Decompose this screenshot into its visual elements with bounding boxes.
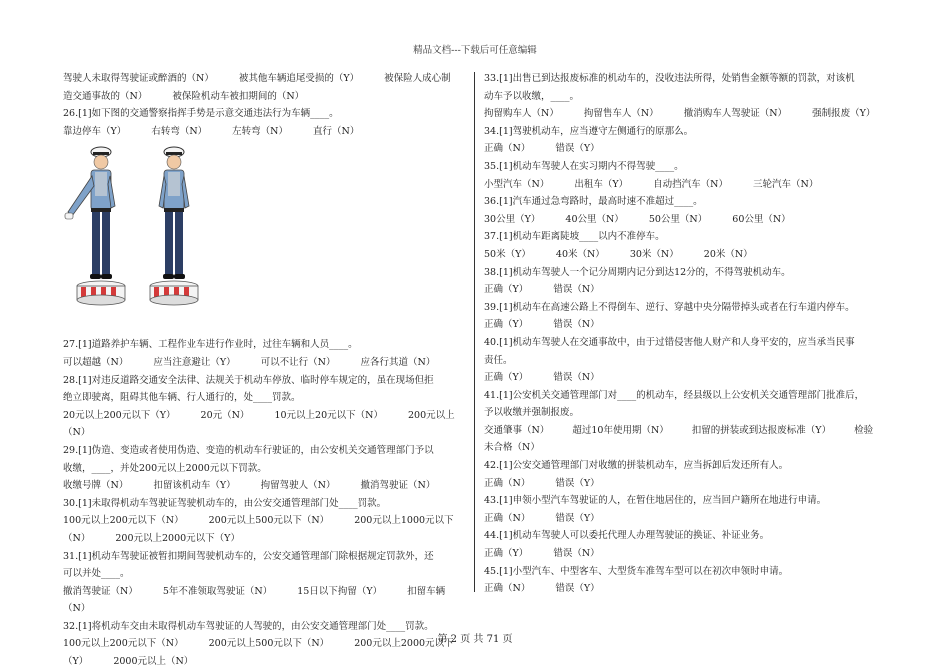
question-44: 44.[1]机动车驾驶人可以委托代理人办理驾驶证的换证、补证业务。 [484,530,770,542]
question-38-options: 正确（Y） 错误（N） [484,284,600,296]
question-29-line-1: 29.[1]伪造、变造或者使用伪造、变造的机动车行驶证的，由公安机关交通管理部门予以 [63,444,434,456]
traffic-police-figure [63,140,471,336]
right-column [484,70,888,598]
question-41-options: 交通肇事（N） 超过10年使用期（N） 扣留的拼装或到达报废标准（Y） 检验 [484,424,874,436]
question-28-options: 20元以上200元以下（Y） 20元（N） 10元以上20元以下（N） 200元以上 [63,409,455,421]
question-36: 36.[1]汽车通过急弯路时，最高时速不准超过____。 [484,196,703,208]
question-30: 30.[1]未取得机动车驾驶证驾驶机动车的，由公安交通管理部门处____罚款。 [63,497,387,509]
question-31-line-2: 可以并处____。 [63,568,130,580]
question-29-line-2: 收缴，____，并处200元以上2000元以下罚款。 [63,462,267,474]
question-40-line-2: 责任。 [484,354,513,366]
question-39: 39.[1]机动车在高速公路上不得倒车、逆行、穿越中央分隔带掉头或者在行车道内停车。 [484,301,855,313]
question-34: 34.[1]驾驶机动车，应当遵守左侧通行的原那么。 [484,125,694,137]
question-33-line-2: 动车予以收缴，____。 [484,90,580,102]
question-40-options: 正确（Y） 错误（N） [484,372,600,384]
question-42: 42.[1]公安交通管理部门对收缴的拼装机动车，应当拆卸后发还所有人。 [484,460,789,472]
question-31-options: 撤消驾驶证（N） 5年不准领取驾驶证（N） 15日以下拘留（Y） 扣留车辆 [63,585,446,597]
question-29-options: 收缴号牌（N） 扣留该机动车（Y） 拘留驾驶人（N） 撤消驾驶证（N） [63,480,436,492]
question-26: 26.[1]如下图的交通警察指挥手势是示意交通违法行为车辆____。 [63,108,339,120]
question-28-options-tail: （N） [63,427,91,439]
question-41-line-2: 予以收缴并强制报废。 [484,407,580,419]
question-32-options: 100元以上200元以下（N） 200元以上500元以下（N） 200元以上2000元以下 [63,638,454,650]
question-41-options-tail: 未合格（N） [484,442,540,454]
question-28-line-2: 绝立即驶离，阻碍其他车辆、行人通行的，处____罚款。 [63,392,301,404]
left-column [63,70,471,671]
question-35-options: 小型汽车（N） 出租车（Y） 自动挡汽车（N） 三轮汽车（N） [484,178,819,190]
question-40-line-1: 40.[1]机动车驾驶人在交通事故中，由于过错侵害他人财产和人身平安的，应当承当民事 [484,336,855,348]
question-28-line-1: 28.[1]对违反道路交通安全法律、法规关于机动车停放、临时停车规定的，虽在现场但拒 [63,374,434,386]
question-41-line-1: 41.[1]公安机关交通管理部门对____的机动车，经县级以上公安机关交通管理部门批准后， [484,389,865,401]
question-27: 27.[1]道路养护车辆、工程作业车进行作业时，过往车辆和人员____。 [63,339,358,351]
question-43-options: 正确（N） 错误（Y） [484,512,600,524]
question-39-options: 正确（Y） 错误（N） [484,319,600,331]
question-33-options: 拘留购车人（N） 拘留售车人（N） 撤消购车人驾驶证（N） 强制报废（Y） [484,108,876,120]
question-33-line-1: 33.[1]出售已到达报废标准的机动车的，没收违法所得，处销售金额等额的罚款，对该机 [484,73,855,84]
question-31-line-1: 31.[1]机动车驾驶证被暂扣期间驾驶机动车的，公安交通管理部门除根据规定罚款外，还 [63,550,434,562]
question-30-options: 100元以上200元以下（N） 200元以上500元以下（N） 200元以上1000元以下 [63,515,454,527]
question-44-options: 正确（Y） 错误（N） [484,548,600,560]
traffic-police-officer-icon [63,140,129,336]
question-45-options: 正确（N） 错误（Y） [484,583,600,595]
question-43: 43.[1]申领小型汽车驾驶证的人，在暂住地居住的，应当回户籍所在地进行申请。 [484,495,827,507]
page-header: 精品文档---下载后可任意编辑 [413,45,537,56]
q25-tail-line-1: 驾驶人未取得驾驶证或醉酒的（N） 被其他车辆追尾受损的（Y） 被保险人成心制 [63,73,451,84]
question-38: 38.[1]机动车驾驶人一个记分周期内记分到达12分的，不得驾驶机动车。 [484,266,791,278]
question-32-options-tail: （Y） 2000元以上（N） [63,656,194,668]
question-37-options: 50米（Y） 40米（N） 30米（N） 20米（N） [484,248,753,260]
question-31-options-tail: （N） [63,603,91,615]
page-footer: 第 2 页 共 71 页 [437,634,513,645]
q25-tail-line-2: 造交通事故的（N） 被保险机动车被扣期间的（N） [63,90,305,102]
question-30-options-tail: （N） 200元以上2000元以下（Y） [63,532,240,544]
question-37: 37.[1]机动车距离陡坡____以内不准停车。 [484,231,665,243]
question-26-options: 靠边停车（Y） 右转弯（N） 左转弯（N） 直行（N） [63,125,360,137]
question-34-options: 正确（N） 错误（Y） [484,143,600,155]
question-35: 35.[1]机动车驾驶人在实习期内不得驾驶____。 [484,160,684,172]
traffic-police-officer-icon [141,140,207,336]
column-divider [474,72,475,592]
question-36-options: 30公里（Y） 40公里（N） 50公里（N） 60公里（N） [484,213,791,225]
question-42-options: 正确（N） 错误（Y） [484,477,600,489]
question-27-options: 可以超越（N） 应当注意避让（Y） 可以不让行（N） 应各行其道（N） [63,356,436,368]
question-32: 32.[1]将机动车交由未取得机动车驾驶证的人驾驶的，由公安交通管理部门处____罚款。 [63,620,434,632]
question-45: 45.[1]小型汽车、中型客车、大型货车准驾车型可以在初次申领时申请。 [484,565,789,577]
